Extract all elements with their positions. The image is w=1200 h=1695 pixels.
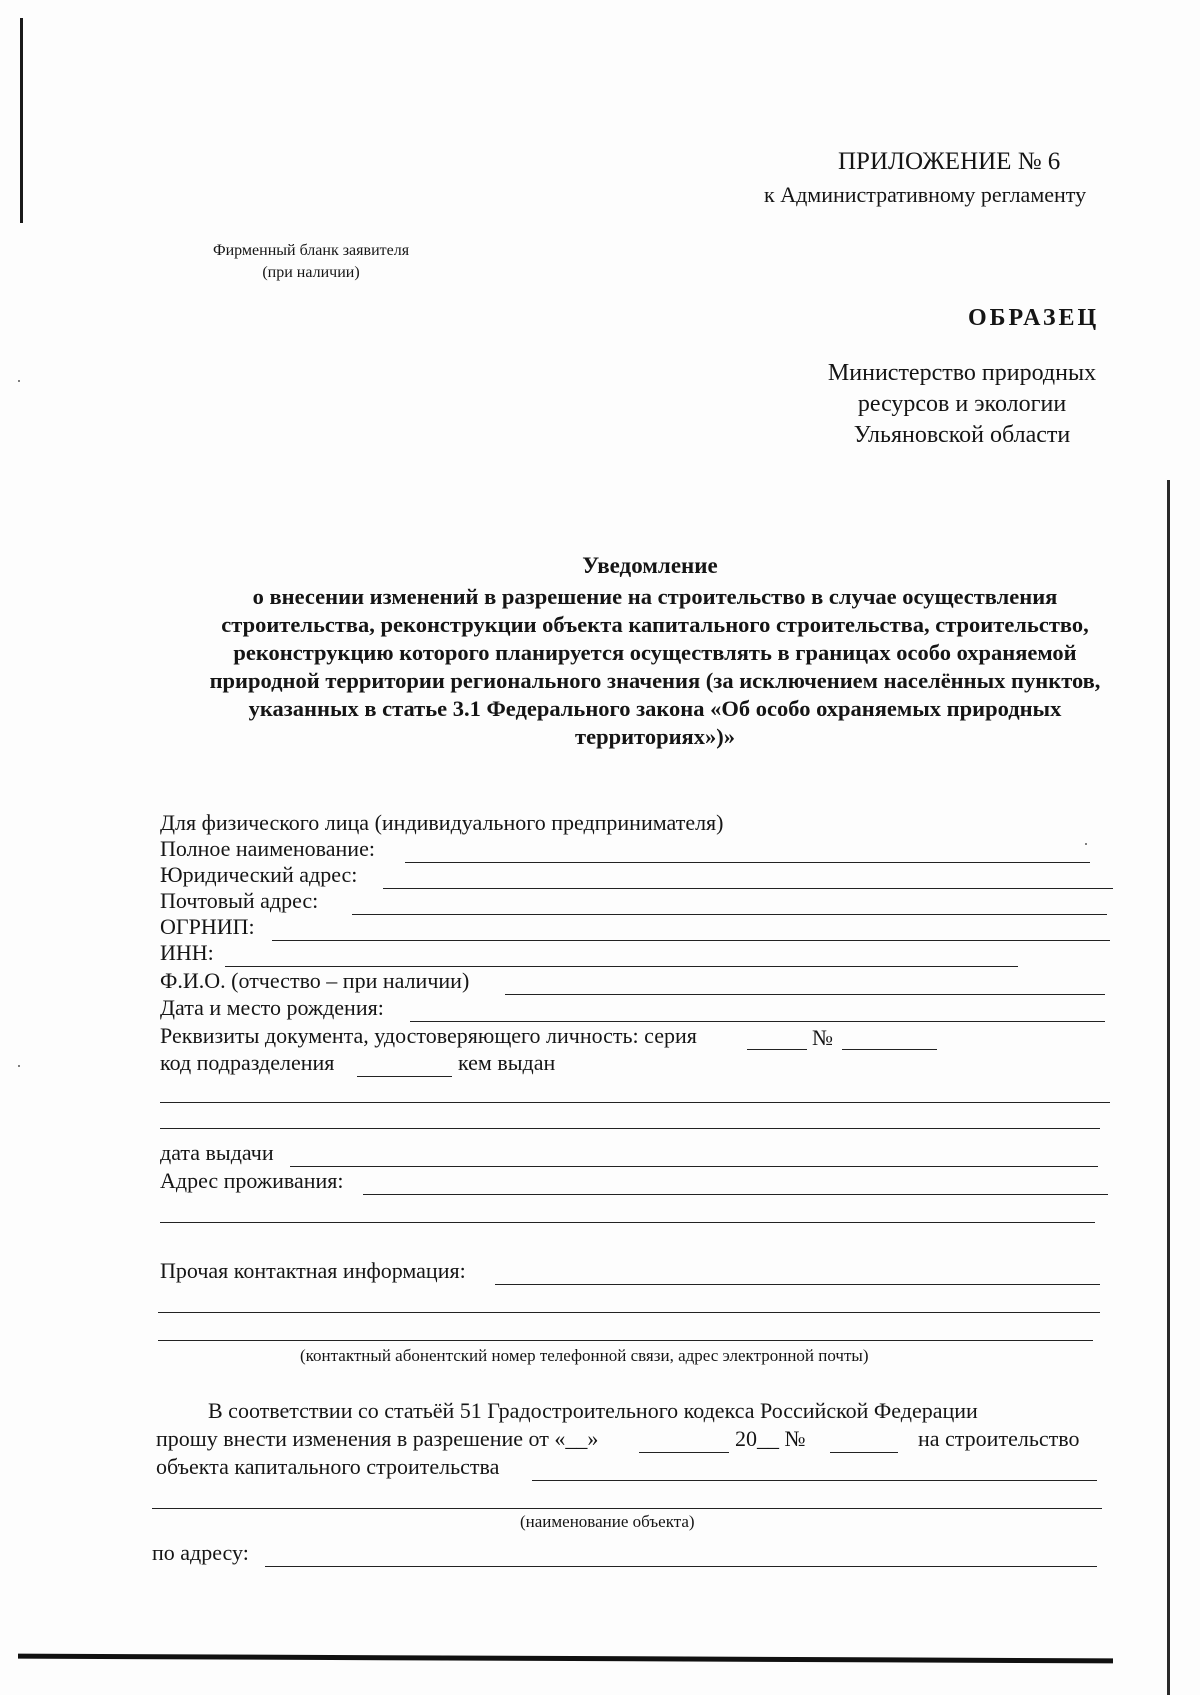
field-label: Реквизиты документа, удостоверяющего личность: серия [160,1023,697,1048]
field-label: код подразделения [160,1050,335,1075]
letterhead-note [180,240,442,284]
field-full-name [160,836,1110,862]
object-name-line[interactable] [532,1480,1097,1481]
field-label: Почтовый адрес: [160,888,319,913]
residence-line[interactable] [363,1194,1108,1195]
scan-speck [18,1065,20,1067]
recipient-line: Министерство природных [827,360,1097,386]
request-line-3: объекта капитального строительства [156,1454,500,1479]
field-fio [160,968,1110,994]
request-line-2c: на строительство [918,1426,1080,1451]
division-code-line[interactable] [357,1076,452,1077]
contacts-note: (контактный абонентский номер телефонной связи, адрес электронной почты) [300,1346,869,1365]
letterhead-line: Фирменный бланк заявителя [212,242,410,259]
address-label: по адресу: [152,1540,249,1565]
field-birth [160,995,1110,1021]
field-label: ИНН: [160,940,214,965]
recipient-block [812,358,1112,451]
field-label: Прочая контактная информация: [160,1258,466,1283]
field-label: Дата и место рождения: [160,995,384,1020]
request-line-2b: 20__ № [735,1426,806,1451]
scan-edge-right [1167,480,1170,1695]
issued-by-line-2[interactable] [160,1128,1100,1129]
request-line-2a: прошу внести изменения в разрешение от «__» [156,1426,599,1451]
field-label: Полное наименование: [160,836,375,861]
field-residence [160,1168,1110,1194]
object-note: (наименование объекта) [520,1512,695,1531]
residence-line-2[interactable] [160,1222,1095,1223]
object-name-line-2[interactable] [152,1508,1102,1509]
permit-number-line[interactable] [830,1452,898,1453]
field-label: дата выдачи [160,1140,274,1165]
number-sign: № [812,1025,833,1050]
field-issue-date [160,1140,1110,1166]
birth-line[interactable] [410,1021,1105,1022]
field-division-code [160,1050,1110,1076]
sample-mark: ОБРАЗЕЦ [968,305,1100,331]
issued-by-line[interactable] [160,1102,1110,1103]
field-label: ОГРНИП: [160,914,255,939]
other-contacts-line-3[interactable] [158,1340,1093,1341]
address-line[interactable] [265,1566,1097,1567]
field-label: Адрес проживания: [160,1168,344,1193]
other-contacts-line[interactable] [495,1284,1100,1285]
scan-edge-bottom [18,1654,1113,1664]
annex-title: ПРИЛОЖЕНИЕ № 6 [838,148,1061,175]
permit-month-line[interactable] [639,1452,729,1453]
field-legal-address [160,862,1110,888]
section-heading: Для физического лица (индивидуального предпринимателя) [160,810,724,835]
inn-line[interactable] [225,966,1018,967]
other-contacts-line-2[interactable] [158,1312,1100,1313]
letterhead-line: (при наличии) [262,264,360,281]
field-id-doc [160,1023,1110,1049]
field-label: Ф.И.О. (отчество – при наличии) [160,968,470,993]
field-inn [160,940,1110,966]
annex-subtitle: к Административному регламенту [764,182,1087,207]
issue-date-line[interactable] [290,1166,1098,1167]
request-line-1: В соответствии со статьёй 51 Градостроительного кодекса Российской Федерации [208,1398,978,1423]
field-other-contacts [160,1258,1110,1284]
notice-body: о внесении изменений в разрешение на строительство в случае осуществления строительства, реконструкции объекта капитального строительства, строительство, реконструкцию которого планируется осуществлять в границах особо охраняемой природной территории регионального значения (за исключением населённых пунктов, указанных в статье 3.1 Федерального закона «Об особо охраняемых природных территориях»)» [209,584,1101,749]
scan-speck [18,380,20,382]
notice-title: Уведомление [582,553,718,578]
recipient-line: ресурсов и экологии [857,391,1067,417]
field-ogrnip [160,914,1110,940]
recipient-line: Ульяновской области [853,422,1071,448]
issued-by-label: кем выдан [458,1050,556,1075]
field-postal-address [160,888,1110,914]
field-label: Юридический адрес: [160,862,358,887]
scan-edge-left [20,18,23,223]
